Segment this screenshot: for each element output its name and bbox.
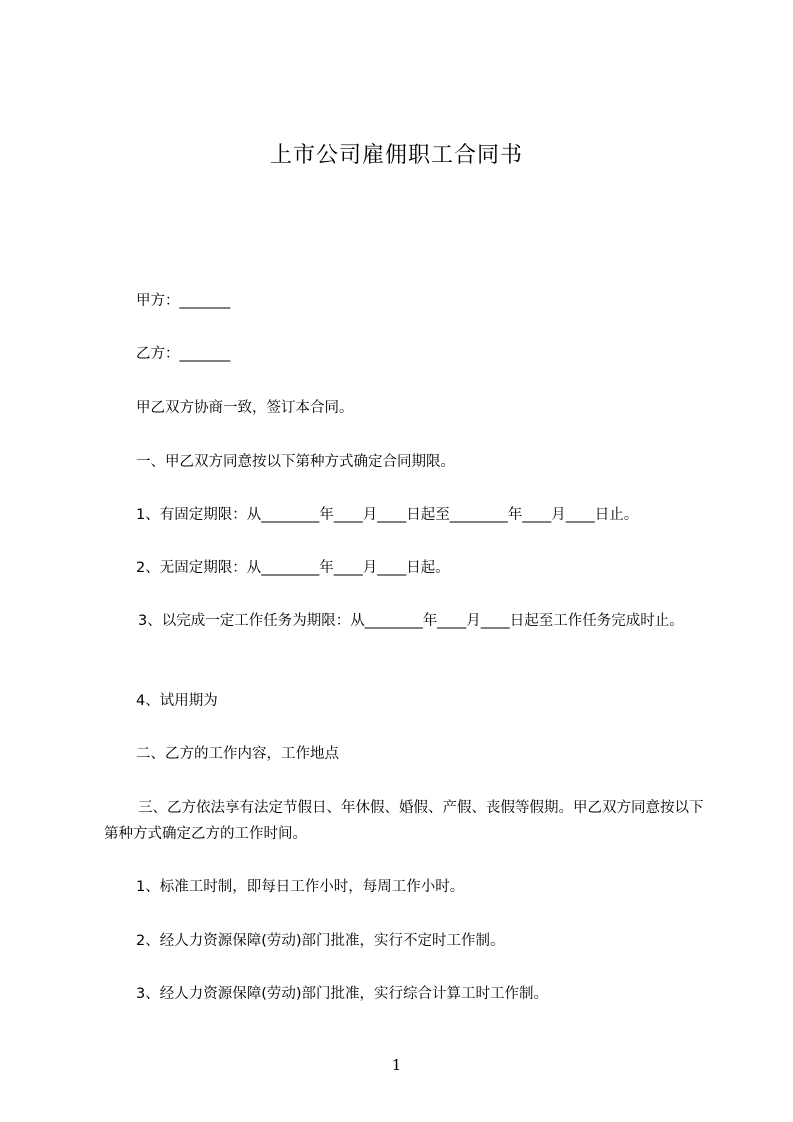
clause-task-term: 3、以完成一定工作任务为期限：从________年____月____日起至工作任务完成时止。 xyxy=(138,613,684,629)
clause-flexible-hours: 2、经人力资源保障(劳动)部门批准，实行不定时工作制。 xyxy=(136,933,505,949)
clause-standard-hours: 1、标准工时制，即每日工作小时，每周工作小时。 xyxy=(136,879,465,895)
party-b-line: 乙方：_______ xyxy=(136,346,231,362)
clause-fixed-term: 1、有固定期限：从________年____月____日起至________年____月____日止。 xyxy=(136,507,639,523)
clause-open-term: 2、无固定期限：从________年____月____日起。 xyxy=(136,560,450,576)
page-number: 1 xyxy=(391,1056,402,1074)
agreement-intro: 甲乙双方协商一致，签订本合同。 xyxy=(136,400,354,416)
party-a-line: 甲方：_______ xyxy=(136,293,231,309)
section-2-heading: 二、乙方的工作内容，工作地点 xyxy=(136,746,339,762)
section-1-heading: 一、甲乙双方同意按以下第种方式确定合同期限。 xyxy=(136,454,455,470)
clause-probation: 4、试用期为 xyxy=(136,693,218,709)
clause-comprehensive-hours: 3、经人力资源保障(劳动)部门批准，实行综合计算工时工作制。 xyxy=(136,986,549,1002)
section-3-heading: 三、乙方依法享有法定节假日、年休假、婚假、产假、丧假等假期。甲乙双方同意按以下第种方式确定乙方的工作时间。 xyxy=(104,800,704,842)
document-title: 上市公司雇佣职工合同书 xyxy=(269,143,523,168)
